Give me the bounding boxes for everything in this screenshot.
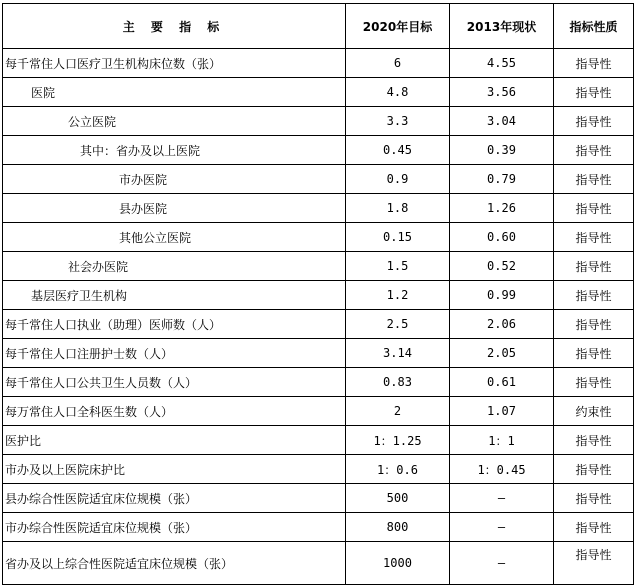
target-2020-cell: 3.3 bbox=[346, 107, 450, 136]
indicator-name-cell: 县办综合性医院适宜床位规模（张） bbox=[3, 484, 346, 513]
status-2013-cell: 3.04 bbox=[450, 107, 554, 136]
table-row bbox=[3, 107, 634, 136]
indicator-name-cell: 其他公立医院 bbox=[3, 223, 346, 252]
indicator-name-cell: 每千常住人口注册护士数（人） bbox=[3, 339, 346, 368]
indicator-name-cell: 市办及以上医院床护比 bbox=[3, 455, 346, 484]
target-2020-cell: 500 bbox=[346, 484, 450, 513]
target-2020-cell: 1.5 bbox=[346, 252, 450, 281]
target-2020-cell: 0.83 bbox=[346, 368, 450, 397]
target-2020-cell: 1.8 bbox=[346, 194, 450, 223]
table-row bbox=[3, 49, 634, 78]
table-row bbox=[3, 397, 634, 426]
table-row bbox=[3, 455, 634, 484]
target-2020-cell: 6 bbox=[346, 49, 450, 78]
status-2013-cell: 1：1 bbox=[450, 426, 554, 455]
indicator-nature-cell: 指导性 bbox=[554, 49, 634, 78]
target-2020-cell: 2.5 bbox=[346, 310, 450, 339]
table-row bbox=[3, 426, 634, 455]
status-2013-cell: 0.99 bbox=[450, 281, 554, 310]
indicator-nature-cell: 指导性 bbox=[554, 368, 634, 397]
status-2013-cell: 0.52 bbox=[450, 252, 554, 281]
target-2020-cell: 0.15 bbox=[346, 223, 450, 252]
status-2013-cell: 3.56 bbox=[450, 78, 554, 107]
target-2020-cell: 0.9 bbox=[346, 165, 450, 194]
target-2020-cell: 1000 bbox=[346, 542, 450, 585]
status-2013-cell: — bbox=[450, 484, 554, 513]
indicator-name-cell: 医护比 bbox=[3, 426, 346, 455]
table-header-row bbox=[3, 4, 634, 49]
status-2013-cell: 0.39 bbox=[450, 136, 554, 165]
indicator-nature-cell: 约束性 bbox=[554, 397, 634, 426]
indicator-name-cell: 每千常住人口医疗卫生机构床位数（张） bbox=[3, 49, 346, 78]
indicator-name-cell: 其中：省办及以上医院 bbox=[3, 136, 346, 165]
indicator-nature-cell: 指导性 bbox=[554, 310, 634, 339]
header-target-2020: 2020年目标 bbox=[346, 4, 450, 49]
indicator-name-cell: 市办医院 bbox=[3, 165, 346, 194]
indicator-nature-cell: 指导性 bbox=[554, 194, 634, 223]
indicator-nature-cell: 指导性 bbox=[554, 78, 634, 107]
status-2013-cell: 0.61 bbox=[450, 368, 554, 397]
table-row bbox=[3, 484, 634, 513]
target-2020-cell: 0.45 bbox=[346, 136, 450, 165]
header-status-2013: 2013年现状 bbox=[450, 4, 554, 49]
indicator-nature-cell: 指导性 bbox=[554, 484, 634, 513]
table-row bbox=[3, 542, 634, 585]
indicator-nature-cell: 指导性 bbox=[554, 223, 634, 252]
target-2020-cell: 3.14 bbox=[346, 339, 450, 368]
indicator-table bbox=[2, 3, 634, 585]
table-row bbox=[3, 310, 634, 339]
table-row bbox=[3, 194, 634, 223]
indicator-name-cell: 市办综合性医院适宜床位规模（张） bbox=[3, 513, 346, 542]
indicator-nature-cell: 指导性 bbox=[554, 252, 634, 281]
indicator-name-cell: 每万常住人口全科医生数（人） bbox=[3, 397, 346, 426]
header-indicator: 主 要 指 标 bbox=[3, 4, 346, 49]
indicator-name-cell: 省办及以上综合性医院适宜床位规模（张） bbox=[3, 542, 346, 585]
indicator-name-cell: 医院 bbox=[3, 78, 346, 107]
indicator-nature-cell: 指导性 bbox=[554, 339, 634, 368]
indicator-name-cell: 公立医院 bbox=[3, 107, 346, 136]
indicator-nature-cell: 指导性 bbox=[554, 165, 634, 194]
indicator-nature-cell: 指导性 bbox=[554, 281, 634, 310]
indicator-name-cell: 社会办医院 bbox=[3, 252, 346, 281]
table-row bbox=[3, 281, 634, 310]
indicator-nature-cell: 指导性 bbox=[554, 542, 634, 585]
table-row bbox=[3, 223, 634, 252]
table-row bbox=[3, 339, 634, 368]
target-2020-cell: 1.2 bbox=[346, 281, 450, 310]
header-nature: 指标性质 bbox=[554, 4, 634, 49]
indicator-name-cell: 每千常住人口执业（助理）医师数（人） bbox=[3, 310, 346, 339]
status-2013-cell: 2.06 bbox=[450, 310, 554, 339]
table-row bbox=[3, 513, 634, 542]
status-2013-cell: 0.60 bbox=[450, 223, 554, 252]
table-row bbox=[3, 252, 634, 281]
table-row bbox=[3, 78, 634, 107]
indicator-nature-cell: 指导性 bbox=[554, 136, 634, 165]
status-2013-cell: — bbox=[450, 513, 554, 542]
indicator-name-cell: 每千常住人口公共卫生人员数（人） bbox=[3, 368, 346, 397]
table-body bbox=[3, 49, 634, 585]
target-2020-cell: 2 bbox=[346, 397, 450, 426]
status-2013-cell: 2.05 bbox=[450, 339, 554, 368]
status-2013-cell: 1：0.45 bbox=[450, 455, 554, 484]
indicator-name-cell: 基层医疗卫生机构 bbox=[3, 281, 346, 310]
indicator-nature-cell: 指导性 bbox=[554, 426, 634, 455]
table-row bbox=[3, 368, 634, 397]
status-2013-cell: 0.79 bbox=[450, 165, 554, 194]
status-2013-cell: — bbox=[450, 542, 554, 585]
target-2020-cell: 1：1.25 bbox=[346, 426, 450, 455]
target-2020-cell: 800 bbox=[346, 513, 450, 542]
status-2013-cell: 1.07 bbox=[450, 397, 554, 426]
status-2013-cell: 1.26 bbox=[450, 194, 554, 223]
target-2020-cell: 1：0.6 bbox=[346, 455, 450, 484]
status-2013-cell: 4.55 bbox=[450, 49, 554, 78]
indicator-name-cell: 县办医院 bbox=[3, 194, 346, 223]
indicator-nature-cell: 指导性 bbox=[554, 455, 634, 484]
indicator-table-container bbox=[2, 3, 634, 585]
indicator-nature-cell: 指导性 bbox=[554, 513, 634, 542]
target-2020-cell: 4.8 bbox=[346, 78, 450, 107]
table-row bbox=[3, 165, 634, 194]
indicator-nature-cell: 指导性 bbox=[554, 107, 634, 136]
table-row bbox=[3, 136, 634, 165]
